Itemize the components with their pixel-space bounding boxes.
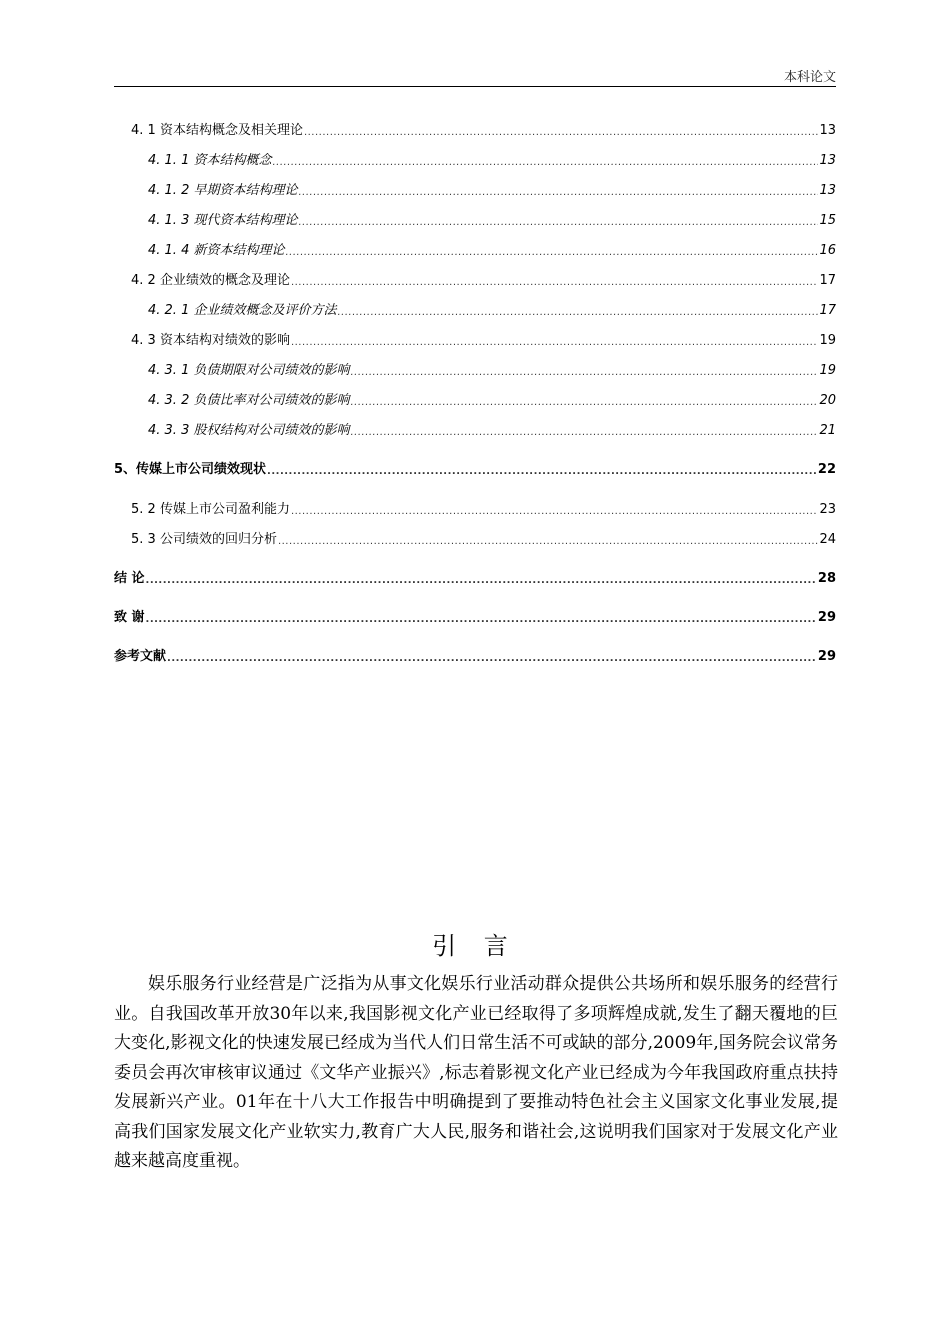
toc-entry-label: 4. 3 资本结构对绩效的影响 <box>131 333 290 348</box>
toc-entry[interactable] <box>114 272 836 290</box>
toc-entry[interactable] <box>114 182 836 200</box>
toc-entry[interactable] <box>114 242 836 260</box>
section-title: 引 言 <box>432 932 518 960</box>
toc-leader-dots <box>291 273 819 287</box>
toc-entry[interactable] <box>114 362 836 380</box>
toc-entry-label: 结 论 <box>114 571 145 586</box>
toc-leader-dots <box>272 153 818 167</box>
toc-entry-label: 致 谢 <box>114 610 145 625</box>
toc-entry-label: 4. 1. 1 资本结构概念 <box>148 153 272 168</box>
toc-entry-page: 13 <box>819 153 836 168</box>
toc-entry-label: 5. 2 传媒上市公司盈利能力 <box>131 502 290 517</box>
toc-leader-dots <box>291 502 819 516</box>
toc-entry[interactable] <box>114 392 836 410</box>
toc-entry-page: 19 <box>819 333 836 348</box>
toc-leader-dots <box>267 462 817 476</box>
toc-entry-page: 28 <box>817 571 836 586</box>
toc-entry[interactable] <box>114 570 836 588</box>
toc-entry-label: 4. 3. 3 股权结构对公司绩效的影响 <box>148 423 350 438</box>
toc-entry-page: 20 <box>819 393 836 408</box>
toc-entry-label: 5. 3 公司绩效的回归分析 <box>131 532 277 547</box>
body-paragraph: 娱乐服务行业经营是广泛指为从事文化娱乐行业活动群众提供公共场所和娱乐服务的经营行业。自我国改革开放30年以来,我国影视文化产业已经取得了多项辉煌成就,发生了翻天覆地的巨大变化,影视文化的快速发展已经成为当代人们日常生活不可或缺的部分,2009年,国务院会议常务委员会再次审核审议通过《文华产业振兴》,标志着影视文化产业已经成为今年我国政府重点扶持发展新兴产业。01年在十八大工作报告中明确提到了要推动特色社会主义国家文化事业发展,提高我们国家发展文化产业软实力,教育广大人民,服务和谐社会,这说明我们国家对于发展文化产业越来越高度重视。 <box>114 974 838 1171</box>
header-divider <box>114 86 836 87</box>
toc-entry-label: 4. 1. 3 现代资本结构理论 <box>148 213 298 228</box>
toc-entry[interactable] <box>114 609 836 627</box>
toc-leader-dots <box>298 213 818 227</box>
toc-leader-dots <box>291 333 819 347</box>
toc-leader-dots <box>350 363 818 377</box>
toc-entry-label: 5、传媒上市公司绩效现状 <box>114 462 267 477</box>
toc-leader-dots <box>278 532 819 546</box>
toc-entry-label: 4. 2 企业绩效的概念及理论 <box>131 273 290 288</box>
toc-leader-dots <box>167 649 817 663</box>
toc-entry-page: 13 <box>819 183 836 198</box>
toc-entry-page: 16 <box>819 243 836 258</box>
toc-entry-page: 17 <box>819 273 836 288</box>
toc-entry[interactable] <box>114 648 836 666</box>
toc-entry-label: 4. 3. 1 负债期限对公司绩效的影响 <box>148 363 350 378</box>
toc-leader-dots <box>146 571 817 585</box>
toc-leader-dots <box>304 123 819 137</box>
toc-entry[interactable] <box>114 122 836 140</box>
toc-entry-page: 13 <box>819 123 836 138</box>
toc-entry-page: 17 <box>819 303 836 318</box>
toc-entry-page: 15 <box>819 213 836 228</box>
toc-entry[interactable] <box>114 422 836 440</box>
toc-leader-dots <box>337 303 818 317</box>
toc-entry-page: 29 <box>817 649 836 664</box>
toc-entry-label: 4. 3. 2 负债比率对公司绩效的影响 <box>148 393 350 408</box>
toc-entry-page: 23 <box>819 502 836 517</box>
toc-entry-page: 21 <box>819 423 836 438</box>
toc-entry-page: 29 <box>817 610 836 625</box>
toc-entry-label: 4. 1. 2 早期资本结构理论 <box>148 183 298 198</box>
page-header-title: 本科论文 <box>783 70 836 85</box>
toc-entry-page: 24 <box>819 532 836 547</box>
toc-entry[interactable] <box>114 212 836 230</box>
toc-entry[interactable] <box>114 531 836 549</box>
toc-leader-dots <box>350 393 818 407</box>
toc-entry[interactable] <box>114 332 836 350</box>
toc-entry-label: 参考文献 <box>114 649 167 664</box>
toc-entry-label: 4. 1. 4 新资本结构理论 <box>148 243 285 258</box>
toc-entry[interactable] <box>114 461 836 479</box>
toc-entry-page: 19 <box>819 363 836 378</box>
toc-leader-dots <box>298 183 818 197</box>
toc-leader-dots <box>146 610 817 624</box>
toc-entry[interactable] <box>114 501 836 519</box>
toc-entry-page: 22 <box>817 462 836 477</box>
toc-entry-label: 4. 2. 1 企业绩效概念及评价方法 <box>148 303 337 318</box>
toc-leader-dots <box>350 423 818 437</box>
toc-entry-label: 4. 1 资本结构概念及相关理论 <box>131 123 303 138</box>
toc-leader-dots <box>285 243 818 257</box>
toc-entry[interactable] <box>114 302 836 320</box>
toc-entry[interactable] <box>114 152 836 170</box>
